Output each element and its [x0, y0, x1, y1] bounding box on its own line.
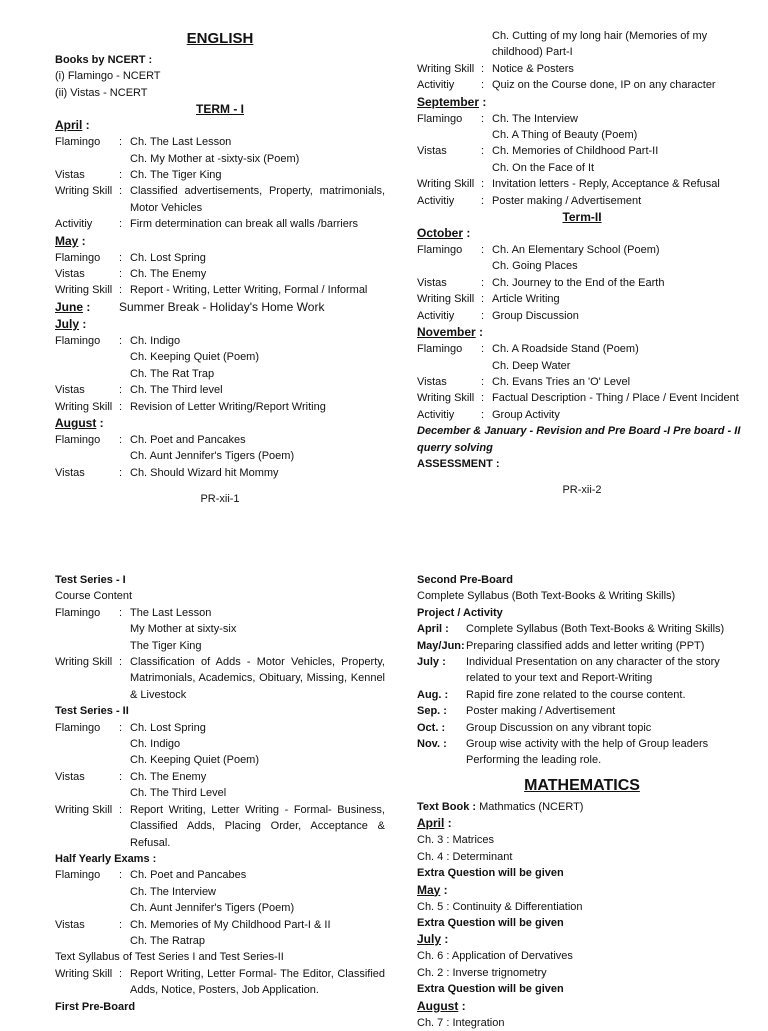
month-heading-july: July :	[417, 932, 449, 947]
chapter-line: Ch. 5 : Continuity & Differentiation	[417, 900, 583, 913]
project-row: May/Jun: Preparing classified adds and letter writing (PPT)	[417, 639, 705, 652]
month-row-june: June : Summer Break - Holiday's Home Work	[55, 299, 325, 314]
chapter-line: Ch. 4 : Determinant	[417, 850, 513, 863]
project-row: April : Complete Syllabus (Both Text-Books & Writing Skills)	[417, 623, 725, 636]
month-heading-may: May :	[55, 233, 86, 248]
complete-syllabus-note: Complete Syllabus (Both Text-Books & Writing Skills)	[417, 590, 676, 603]
schedule-row: Flamingo : Ch. Indigo Ch. Keeping Quiet (Poem) Ch. The Rat Trap	[55, 334, 260, 380]
test-series-heading: Test Series - I	[55, 574, 126, 586]
text-syllabus-note: Text Syllabus of Test Series I and Test Series-II	[55, 951, 284, 964]
schedule-row: Flamingo : Ch. Lost Spring	[55, 251, 206, 264]
course-content-label: Course Content	[55, 590, 133, 603]
schedule-row: Writing Skill : Factual Description - Thing / Place / Event Incident	[417, 392, 739, 405]
book-item: (ii) Vistas - NCERT	[55, 86, 148, 99]
page-footer: PR-xii-2	[562, 484, 602, 497]
project-row: Sep. : Poster making / Advertisement	[417, 705, 616, 718]
schedule-row: Vistas : Ch. The Third level	[55, 384, 223, 397]
term-heading: Term-II	[562, 210, 602, 225]
project-row: July : Individual Presentation on any character of the story related to your text and Report-Writing	[417, 656, 720, 685]
chapter-line: Ch. 3 : Matrices	[417, 834, 495, 847]
schedule-row: Flamingo : Ch. The Last Lesson Ch. My Mother at -sixty-six (Poem)	[55, 136, 300, 165]
chapter-line: Ch. 2 : Inverse trignometry	[417, 966, 547, 979]
schedule-row: Flamingo : Ch. Poet and Pancakes Ch. Aunt Jennifer's Tigers (Poem)	[55, 433, 295, 463]
schedule-row: Writing Skill : Notice & Posters	[417, 62, 574, 75]
second-pre-board-heading: Second Pre-Board	[417, 574, 513, 586]
month-heading-april: April :	[55, 118, 90, 133]
schedule-row: Writing Skill : Report - Writing, Letter Writing, Formal / Informal	[55, 284, 368, 297]
month-heading-may: May :	[417, 882, 448, 897]
month-heading-november: November :	[417, 325, 484, 340]
schedule-row: Flamingo : Ch. Poet and Pancabes Ch. The Interview Ch. Aunt Jennifer's Tigers (Poem)	[55, 869, 295, 915]
schedule-row: Flamingo : Ch. An Elementary School (Poem) Ch. Going Places	[417, 244, 660, 273]
subject-title-mathematics: MATHEMATICS	[524, 776, 640, 794]
project-activity-heading: Project / Activity	[417, 606, 503, 619]
textbook-line: Text Book : Mathmatics (NCERT)	[417, 800, 584, 813]
chapter-continuation: Ch. Cutting of my long hair (Memories of my childhood) Part-I	[492, 30, 708, 59]
subject-title-english: ENGLISH	[186, 30, 254, 47]
chapter-line: Ch. 6 : Application of Dervatives	[417, 950, 573, 963]
project-row: Nov. : Group wise activity with the help of Group leaders Performing the leading role.	[417, 738, 709, 767]
month-heading-september: September :	[417, 94, 487, 109]
month-heading-july: July :	[55, 316, 87, 331]
schedule-row: Writing Skill : Article Writing	[417, 293, 560, 306]
schedule-row: Flamingo : The Last Lesson My Mother at sixty-six The Tiger King	[55, 606, 237, 652]
schedule-row: Activitiy : Group Activity	[417, 408, 560, 421]
schedule-row: Vistas : Ch. Memories of Childhood Part-II Ch. On the Face of It	[417, 145, 659, 174]
project-row: Aug. : Rapid fire zone related to the course content.	[417, 688, 686, 701]
chapter-line: Ch. 7 : Integration	[417, 1016, 505, 1029]
schedule-row: Flamingo : Ch. A Roadside Stand (Poem) Ch. Deep Water	[417, 343, 639, 372]
test-series-heading: Test Series - II	[55, 705, 129, 718]
half-yearly-heading: Half Yearly Exams :	[55, 852, 157, 865]
first-pre-board-heading: First Pre-Board	[55, 1000, 136, 1013]
schedule-row: Writing Skill : Classification of Adds - Motor Vehicles, Property, Matrimonials, Academics, Obituary, Missing, Kennel & Livestock	[55, 656, 385, 701]
book-item: (i) Flamingo - NCERT	[55, 70, 161, 83]
schedule-row: Activitiy : Group Discussion	[417, 309, 579, 322]
month-heading-april: April :	[417, 816, 452, 831]
schedule-row: Vistas : Ch. The Enemy	[55, 268, 207, 281]
month-heading-august: August :	[417, 998, 466, 1013]
assessment-heading: ASSESSMENT :	[417, 457, 500, 470]
term-heading: TERM - I	[196, 102, 244, 117]
schedule-row: Flamingo : Ch. The Interview Ch. A Thing of Beauty (Poem)	[417, 112, 638, 142]
page-pr-xii-2	[417, 28, 747, 499]
page-test-series	[55, 572, 385, 1015]
schedule-row: Vistas : Ch. Should Wizard hit Mommy	[55, 466, 279, 479]
extra-question-note: Extra Question will be given	[417, 983, 564, 996]
schedule-row: Vistas : Ch. Evans Tries an 'O' Level	[417, 375, 631, 388]
project-row: Oct. : Group Discussion on any vibrant topic	[417, 721, 652, 734]
schedule-row: Writing Skill : Report Writing, Letter Writing - Formal- Business, Classified Adds, Placing Order, Acceptance & Refusal.	[55, 803, 385, 849]
month-heading-october: October :	[417, 226, 471, 241]
schedule-row: Activitiy : Quiz on the Course done, IP on any character	[417, 79, 716, 92]
schedule-row: Activitiy : Poster making / Advertisement	[417, 194, 642, 207]
schedule-row: Activitiy : Firm determination can break all walls /barriers	[55, 218, 359, 231]
schedule-row: Writing Skill : Classified advertisements, Property, matrimonials, Motor Vehicles	[55, 185, 385, 214]
page-projects-mathematics	[417, 572, 747, 1031]
month-heading-august: August :	[55, 415, 104, 430]
schedule-row: Vistas : Ch. The Tiger King	[55, 169, 222, 182]
schedule-row: Writing Skill : Revision of Letter Writing/Report Writing	[55, 400, 326, 413]
extra-question-note: Extra Question will be given	[417, 916, 564, 929]
books-heading: Books by NCERT :	[55, 54, 153, 66]
schedule-row: Vistas : Ch. The Enemy Ch. The Third Level	[55, 770, 227, 800]
schedule-row: Vistas : Ch. Memories of My Childhood Part-I & II Ch. The Ratrap	[55, 918, 331, 947]
page-footer: PR-xii-1	[200, 493, 240, 506]
page-pr-xii-1	[55, 28, 385, 508]
revision-note: December & January - Revision and Pre Board -I Pre board - II querry solving	[417, 425, 741, 454]
schedule-row: Writing Skill : Report Writing, Letter Formal- The Editor, Classified Adds, Notice, Posters, Job Application.	[55, 967, 385, 997]
schedule-row: Writing Skill : Invitation letters - Reply, Acceptance & Refusal	[417, 178, 720, 191]
schedule-row: Vistas : Ch. Journey to the End of the Earth	[417, 276, 665, 289]
schedule-row: Flamingo : Ch. Lost Spring Ch. Indigo Ch. Keeping Quiet (Poem)	[55, 721, 260, 767]
extra-question-note: Extra Question will be given	[417, 867, 564, 880]
